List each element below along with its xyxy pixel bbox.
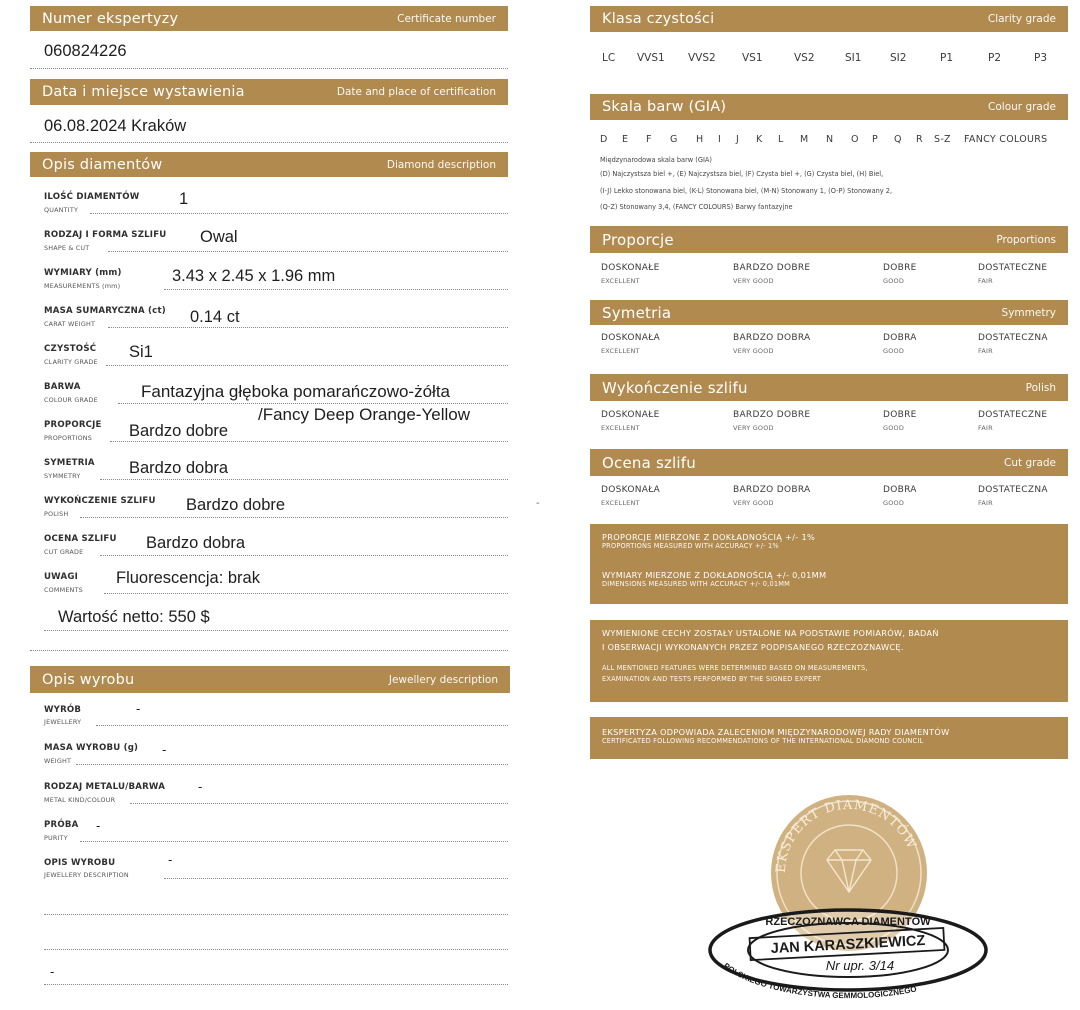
clarity-grade: SI2 — [890, 52, 907, 64]
grade-option: BARDZO DOBRE VERY GOOD — [733, 410, 811, 432]
dotted-line — [164, 289, 508, 290]
divider — [30, 68, 508, 69]
idc-text-en: CERTIFICATED FOLLOWING RECOMMENDATIONS OF THE INTERNATIONAL DIAMOND COUNCIL — [602, 737, 924, 745]
row-value: Bardzo dobra — [146, 534, 246, 552]
dotted-line — [44, 984, 508, 985]
symmetry-grades — [590, 333, 1068, 363]
row-label: RODZAJ METALU/BARWA — [44, 782, 166, 792]
cut-grade-title: Ocena szlifu — [602, 453, 696, 472]
cert-number-title: Numer ekspertyzy — [42, 10, 179, 27]
clarity-grade-title-en: Clarity grade — [987, 13, 1056, 25]
row-value: 0.14 ct — [190, 308, 240, 326]
clarity-grade-header — [590, 6, 1068, 32]
colour-letter: K — [756, 134, 763, 145]
row-value: - — [136, 701, 141, 716]
row-value: Bardzo dobra — [129, 459, 229, 477]
diamond-description-header — [30, 152, 508, 177]
row-sublabel: METAL KIND/COLOUR — [44, 796, 116, 804]
grade-option: BARDZO DOBRA VERY GOOD — [733, 333, 811, 355]
row-sublabel: JEWELLERY DESCRIPTION — [44, 871, 129, 879]
dotted-line — [96, 725, 508, 726]
polish-grades — [590, 410, 1068, 440]
colour-note: (Q-Z) Stonowany 3,4, (FANCY COLOURS) Barwy fantazyjne — [600, 203, 793, 211]
grade-option: DOBRE GOOD — [883, 263, 917, 285]
row-value-continued: /Fancy Deep Orange-Yellow — [258, 405, 470, 424]
dotted-line — [44, 630, 508, 631]
polish-header — [590, 374, 1068, 401]
grade-option: DOSKONAŁE EXCELLENT — [601, 410, 660, 432]
row-value: - — [96, 818, 101, 833]
row-label: CZYSTOŚĆ — [44, 344, 97, 354]
dotted-line — [100, 555, 508, 556]
proportions-title: Proporcje — [602, 230, 674, 249]
statement-box — [590, 620, 1068, 702]
row-sublabel: QUANTITY — [44, 206, 79, 214]
row-label: SYMETRIA — [44, 458, 95, 468]
date-place-header — [30, 79, 508, 105]
statement-line: I OBSERWACJI WYKONANYCH PRZEZ PODPISANEGO RZECZOZNAWCĘ. — [602, 642, 904, 652]
colour-note: (D) Najczystsza biel +, (E) Najczystsza biel, (F) Czysta biel +, (G) Czysta biel, (H) Biel, — [600, 170, 884, 178]
symmetry-title-en: Symmetry — [1001, 306, 1056, 319]
grade-option: DOBRA GOOD — [883, 333, 917, 355]
row-value: 1 — [179, 190, 189, 208]
polish-title-en: Polish — [1025, 381, 1056, 394]
colour-letters — [600, 134, 1070, 148]
colour-letter: J — [736, 134, 740, 145]
accuracy-proportions-en: PROPORTIONS MEASURED WITH ACCURACY +/- 1% — [602, 542, 779, 550]
stamp-license: Nr upr. 3/14 — [825, 958, 895, 973]
statement-line-en: ALL MENTIONED FEATURES WERE DETERMINED BASED ON MEASUREMENTS, — [602, 664, 868, 672]
row-value: - — [168, 852, 173, 867]
clarity-grade: VS2 — [794, 52, 815, 64]
dotted-line — [108, 251, 508, 252]
grade-option: BARDZO DOBRA VERY GOOD — [733, 485, 811, 507]
dotted-line — [80, 841, 508, 842]
dotted-line — [130, 803, 508, 804]
idc-text: EKSPERTYZA ODPOWIADA ZALECENIOM MIĘDZYNARODOWEJ RADY DIAMENTÓW — [602, 727, 950, 737]
row-sublabel: CLARITY GRADE — [44, 358, 98, 366]
clarity-grade: VS1 — [742, 52, 763, 64]
row-value: - — [162, 742, 167, 757]
colour-letter: D — [600, 134, 608, 145]
symmetry-header — [590, 300, 1068, 325]
diamond-description-title-en: Diamond description — [386, 158, 496, 171]
cert-number-title-en: Certificate number — [397, 12, 496, 25]
trailing-dash: - — [50, 964, 55, 979]
dotted-line — [164, 878, 508, 879]
row-sublabel: PROPORTIONS — [44, 434, 93, 442]
grade-option: DOSTATECZNA FAIR — [978, 333, 1048, 355]
diamond-description-title: Opis diamentów — [42, 156, 163, 173]
colour-letter: N — [826, 134, 834, 145]
stamp-name: JAN KARASZKIEWICZ — [770, 932, 926, 958]
row-sublabel: SYMMETRY — [44, 472, 81, 480]
divider — [30, 142, 508, 143]
jewellery-description-header — [30, 666, 510, 693]
dotted-line — [80, 517, 508, 518]
row-value: - — [198, 779, 203, 794]
polish-title: Wykończenie szlifu — [602, 378, 748, 397]
colour-letter: L — [778, 134, 784, 145]
row-label: PROPORCJE — [44, 420, 102, 430]
clarity-grade-title: Klasa czystości — [602, 11, 715, 27]
dotted-line — [108, 327, 508, 328]
grade-option: DOBRE GOOD — [883, 410, 917, 432]
accuracy-dimensions: WYMIARY MIERZONE Z DOKŁADNOŚCIĄ +/- 0,01MM — [602, 570, 827, 580]
expert-seal — [690, 788, 990, 1008]
cut-grade-header — [590, 449, 1068, 476]
row-label: MASA SUMARYCZNA (ct) — [44, 306, 166, 316]
row-label: UWAGI — [44, 572, 78, 582]
row-sublabel: COLOUR GRADE — [44, 396, 98, 404]
row-sublabel: MEASUREMENTS (mm) — [44, 282, 121, 290]
row-sublabel: CARAT WEIGHT — [44, 320, 96, 328]
colour-letter: M — [800, 134, 809, 145]
jewellery-description-title-en: Jewellery description — [388, 673, 498, 686]
colour-grade-title: Skala barw (GIA) — [602, 99, 727, 115]
row-label: RODZAJ I FORMA SZLIFU — [44, 230, 167, 240]
row-value: Owal — [200, 228, 238, 246]
dotted-line — [104, 593, 508, 594]
row-label: WYMIARY (mm) — [44, 268, 122, 278]
row-sublabel: JEWELLERY — [44, 718, 82, 726]
row-value: Fantazyjna głęboka pomarańczowo-żółta — [141, 382, 451, 401]
colour-grade-title-en: Colour grade — [988, 101, 1056, 113]
row-sublabel: SHAPE & CUT — [44, 244, 90, 252]
stamp-title: RZECZOZNAWCA DIAMENTÓW — [765, 916, 931, 928]
row-label: WYKOŃCZENIE SZLIFU — [44, 496, 156, 506]
row-label: BARWA — [44, 382, 81, 392]
clarity-grade: P3 — [1034, 52, 1048, 64]
clarity-grade: VVS2 — [688, 52, 716, 64]
colour-letter: H — [696, 134, 704, 145]
stamp-ring-text: POLSKIEGO TOWARZYSTWA GEMMOLOGICZNEGO — [721, 961, 918, 1001]
seal-text: EKSPERT DIAMENTÓW — [773, 797, 920, 874]
proportions-header — [590, 226, 1068, 253]
date-place-title-en: Date and place of certification — [336, 86, 496, 98]
dotted-line — [30, 650, 508, 651]
grade-option: DOBRA GOOD — [883, 485, 917, 507]
clarity-grade: VVS1 — [637, 52, 665, 64]
colour-letter: P — [872, 134, 879, 145]
row-value: Fluorescencja: brak — [116, 569, 260, 587]
grade-option: DOSTATECZNA FAIR — [978, 485, 1048, 507]
grade-option: DOSTATECZNE FAIR — [978, 263, 1048, 285]
dotted-line — [90, 213, 508, 214]
grade-option: DOSKONAŁA EXCELLENT — [601, 485, 661, 507]
proportions-grades — [590, 263, 1068, 293]
row-sublabel: PURITY — [44, 834, 68, 842]
colour-grade-header — [590, 94, 1068, 120]
row-value: Bardzo dobre — [129, 422, 229, 440]
cut-grades — [590, 485, 1068, 515]
symmetry-title: Symetria — [602, 303, 672, 322]
row-label: OCENA SZLIFU — [44, 534, 117, 544]
row-label: MASA WYROBU (g) — [44, 743, 139, 753]
cert-number-header — [30, 6, 508, 31]
jewellery-description-title: Opis wyrobu — [42, 671, 135, 688]
row-label: PRÓBA — [44, 820, 79, 830]
clarity-grade: LC — [602, 52, 616, 64]
dotted-line — [44, 949, 508, 950]
accuracy-proportions: PROPORCJE MIERZONE Z DOKŁADNOŚCIĄ +/- 1% — [602, 532, 816, 542]
row-label: ILOŚĆ DIAMENTÓW — [44, 192, 140, 202]
dotted-line — [44, 914, 508, 915]
grade-option: DOSKONAŁE EXCELLENT — [601, 263, 660, 285]
row-value: 3.43 x 2.45 x 1.96 mm — [172, 267, 336, 285]
row-sublabel: WEIGHT — [44, 757, 72, 765]
net-value: Wartość netto: 550 $ — [58, 608, 210, 626]
row-value: Si1 — [129, 343, 153, 361]
clarity-grade: P1 — [940, 52, 954, 64]
colour-letter: E — [622, 134, 629, 145]
date-place-title: Data i miejsce wystawienia — [42, 84, 245, 100]
colour-note: Międzynarodowa skala barw (GIA) — [600, 156, 712, 164]
row-sublabel: COMMENTS — [44, 586, 83, 594]
proportions-title-en: Proportions — [996, 233, 1056, 246]
dotted-line — [110, 441, 508, 442]
statement-line-en: EXAMINATION AND TESTS PERFORMED BY THE SIGNED EXPERT — [602, 675, 821, 683]
dotted-line — [118, 403, 508, 404]
date-place-value: 06.08.2024 Kraków — [44, 117, 187, 135]
statement-line: WYMIENIONE CECHY ZOSTAŁY USTALONE NA PODSTAWIE POMIARÓW, BADAŃ — [602, 628, 939, 638]
colour-letter: S-Z — [934, 134, 951, 145]
colour-letter: FANCY COLOURS — [964, 134, 1048, 145]
colour-letter: O — [851, 134, 859, 145]
colour-note: (I-J) Lekko stonowana biel, (K-L) Stonowana biel, (M-N) Stonowany 1, (O-P) Stonowany 2, — [600, 187, 893, 195]
row-label: OPIS WYROBU — [44, 858, 116, 868]
colour-letter: Q — [894, 134, 902, 145]
grade-option: DOSTATECZNE FAIR — [978, 410, 1048, 432]
row-label: WYRÓB — [44, 705, 82, 715]
accuracy-dimensions-en: DIMENSIONS MEASURED WITH ACCURACY +/- 0,01MM — [602, 580, 791, 588]
colour-letter: G — [670, 134, 678, 145]
cert-number-value: 060824226 — [44, 42, 127, 60]
cut-grade-title-en: Cut grade — [1004, 456, 1056, 469]
clarity-grade: P2 — [988, 52, 1002, 64]
colour-letter: I — [718, 134, 722, 145]
accuracy-box — [590, 524, 1068, 604]
scan-speck: - — [536, 498, 540, 509]
grade-option: DOSKONAŁA EXCELLENT — [601, 333, 661, 355]
colour-letter: R — [916, 134, 923, 145]
clarity-grade-scale — [590, 52, 1068, 68]
colour-letter: F — [646, 134, 652, 145]
grade-option: BARDZO DOBRE VERY GOOD — [733, 263, 811, 285]
dotted-line — [106, 365, 508, 366]
dotted-line — [100, 479, 508, 480]
idc-box — [590, 717, 1068, 759]
row-value: Bardzo dobre — [186, 496, 286, 514]
clarity-grade: SI1 — [845, 52, 862, 64]
row-sublabel: CUT GRADE — [44, 548, 84, 556]
dotted-line — [76, 764, 508, 765]
row-sublabel: POLISH — [44, 510, 69, 518]
